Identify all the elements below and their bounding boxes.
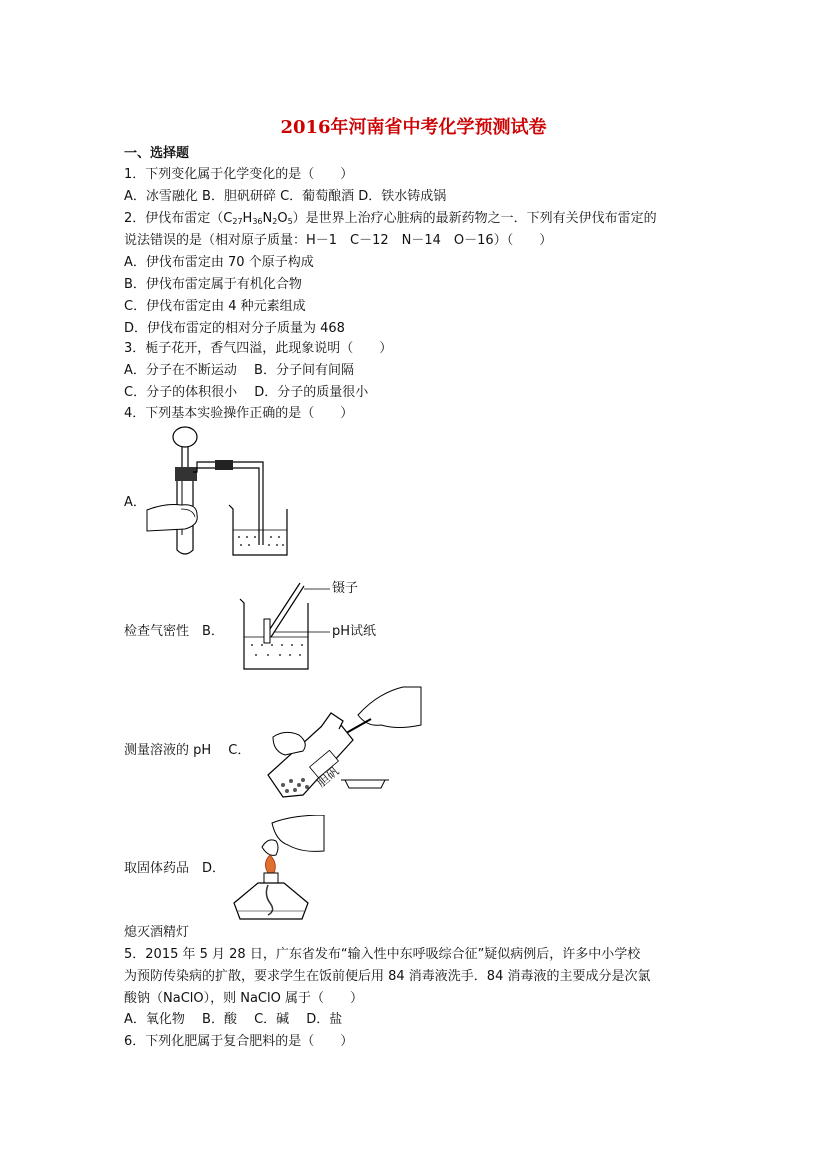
q4-option-a-caption: 检查气密性 B． [124, 624, 224, 639]
q5-line-2: 为预防传染病的扩散，要求学生在饭前便后用 84 消毒液洗手．84 消毒液的主要成分是次氯 [124, 969, 651, 984]
q1-options: A．冰雪融化 B．胆矾研碎 C．葡萄酿酒 D．铁水铸成锅 [124, 189, 447, 204]
bottle-label: 胆矾 [314, 763, 342, 791]
q4-option-a-label: A． [124, 495, 146, 510]
q2-option-c: C．伊伐布雷定由 4 种元素组成 [124, 299, 306, 314]
q5-line-3: 酸钠（NaClO），则 NaClO 属于（ ） [124, 991, 363, 1006]
q5-line-1: 5．2015 年 5 月 28 日，广东省发布“输入性中东呼吸综合征”疑似病例后，许多中小学校 [124, 947, 641, 962]
page-title: 2016年河南省中考化学预测试卷 [280, 117, 547, 138]
q4-stem: 4．下列基本实验操作正确的是（ ） [124, 406, 354, 421]
q4-option-b-caption: 测量溶液的 pH C． [124, 743, 251, 758]
q6-stem: 6．下列化肥属于复合肥料的是（ ） [124, 1034, 354, 1049]
q2-option-d: D．伊伐布雷定的相对分子质量为 468 [124, 321, 345, 336]
ph-paper-label: pH试纸 [332, 624, 377, 639]
q4-option-c-caption: 取固体药品 D． [124, 861, 226, 876]
q2-option-a: A．伊伐布雷定由 70 个原子构成 [124, 255, 314, 270]
q4-option-d-caption: 熄灭酒精灯 [124, 925, 190, 940]
q3-options-2: C．分子的体积很小 D．分子的质量很小 [124, 385, 369, 400]
airtightness-apparatus-figure [145, 425, 290, 560]
solid-reagent-figure [263, 685, 423, 802]
alcohol-lamp-figure [232, 815, 327, 922]
q2-stem: 2．伊伐布雷定$(C_{27}H_{36}N_2O_5)$是世界上治疗心脏病的最新药物之一．下列有关伊伐布雷定的 [124, 211, 657, 226]
q3-stem: 3．栀子花开，香气四溢，此现象说明（ ） [124, 341, 393, 356]
q5-options: A．氧化物 B．酸 C．碱 D．盐 [124, 1012, 343, 1027]
q1-stem: 1．下列变化属于化学变化的是（ ） [124, 167, 354, 182]
section-heading: 一、选择题 [124, 146, 190, 161]
q2-stem-cont: 说法错误的是（相对原子质量：H－1 C－12 N－14 O－16）（ ） [124, 233, 553, 248]
tweezers-label: 镊子 [332, 581, 359, 596]
q2-option-b: B．伊伐布雷定属于有机化合物 [124, 277, 302, 292]
q3-options-1: A．分子在不断运动 B．分子间有间隔 [124, 363, 354, 378]
